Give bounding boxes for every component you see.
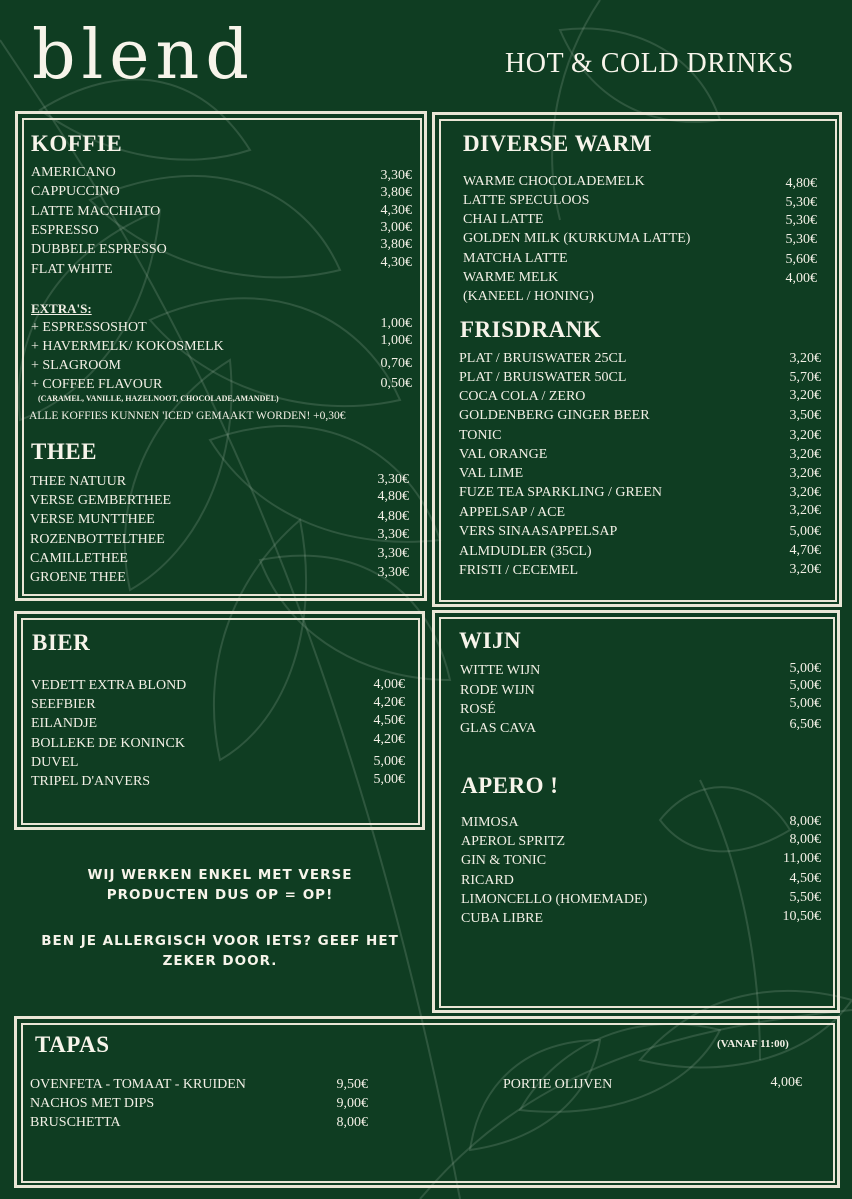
section-title-thee: THEE	[31, 439, 97, 464]
menu-item-name: DUBBELE ESPRESSO	[31, 242, 167, 257]
menu-item-price: 1,00€	[380, 333, 412, 348]
menu-item-name: ROSÉ	[460, 702, 496, 717]
menu-item-price: 10,50€	[782, 909, 821, 924]
menu-item-name: COCA COLA / ZERO	[459, 389, 586, 404]
section-title-koffie: KOFFIE	[31, 131, 123, 156]
menu-item-price: 4,20€	[373, 732, 405, 747]
menu-item-price: 5,00€	[789, 661, 821, 676]
menu-item-name: BRUSCHETTA	[30, 1115, 121, 1130]
menu-item-name: VERS SINAASAPPELSAP	[459, 524, 618, 539]
menu-item-name: VAL LIME	[459, 466, 524, 481]
menu-item-name: ROZENBOTTELTHEE	[30, 532, 165, 547]
menu-item-price: 4,30€	[380, 203, 412, 218]
menu-item-name: LIMONCELLO (HOMEMADE)	[461, 892, 648, 907]
menu-item-name: WITTE WIJN	[460, 663, 541, 678]
menu-item-name: WARME CHOCOLADEMELK	[463, 174, 645, 189]
menu-item-price: 4,80€	[377, 509, 409, 524]
menu-item-price: 3,30€	[377, 546, 409, 561]
menu-item-price: 5,30€	[785, 232, 817, 247]
menu-item-name: EILANDJE	[31, 716, 98, 731]
menu-item-name: GIN & TONIC	[461, 853, 547, 868]
section-title-apero: APERO !	[461, 773, 559, 798]
menu-item-price: 3,50€	[789, 408, 821, 423]
menu-item-name: WARME MELK	[463, 270, 559, 285]
menu-item-price: 6,50€	[789, 717, 821, 732]
menu-item-price: 3,30€	[377, 527, 409, 542]
menu-item-price: 5,70€	[789, 370, 821, 385]
menu-item-price: 3,80€	[380, 185, 412, 200]
menu-item-price: 9,50€	[336, 1077, 368, 1092]
menu-item-price: 0,70€	[380, 356, 412, 371]
menu-item-name: + ESPRESSOSHOT	[31, 320, 147, 335]
menu-item-price: 3,30€	[377, 472, 409, 487]
menu-item-price: 5,00€	[789, 524, 821, 539]
menu-item-note: (KANEEL / HONING)	[463, 289, 594, 304]
menu-item-name: THEE NATUUR	[30, 474, 127, 489]
menu-item-price: 3,20€	[789, 388, 821, 403]
menu-item-price: 3,00€	[380, 220, 412, 235]
menu-item-price: 4,20€	[373, 695, 405, 710]
menu-item-name: LATTE SPECULOOS	[463, 193, 590, 208]
menu-item-price: 5,50€	[789, 890, 821, 905]
menu-item-price: 3,30€	[380, 168, 412, 183]
menu-item-name: VEDETT EXTRA BLOND	[31, 678, 187, 693]
menu-item-price: 5,00€	[373, 754, 405, 769]
menu-item-price: 8,00€	[789, 832, 821, 847]
menu-item-name: FLAT WHITE	[31, 262, 113, 277]
menu-item-price: 5,60€	[785, 252, 817, 267]
menu-item-name: NACHOS MET DIPS	[30, 1096, 155, 1111]
menu-item-name: VAL ORANGE	[459, 447, 548, 462]
menu-item-name: CUBA LIBRE	[461, 911, 544, 926]
menu-item-name: ALMDUDLER (35CL)	[459, 544, 592, 559]
menu-item-price: 3,20€	[789, 351, 821, 366]
menu-item-price: 3,20€	[789, 447, 821, 462]
menu-item-name: TRIPEL D'ANVERS	[31, 774, 151, 789]
menu-item-price: 3,30€	[377, 565, 409, 580]
menu-item-price: 0,50€	[380, 376, 412, 391]
menu-item-price: 3,20€	[789, 503, 821, 518]
menu-item-price: 4,50€	[789, 871, 821, 886]
menu-item-price: 9,00€	[336, 1096, 368, 1111]
menu-item-name: LATTE MACCHIATO	[31, 204, 161, 219]
menu-item-name: APPELSAP / ACE	[459, 505, 566, 520]
flavour-options: (CARAMEL, VANILLE, HAZELNOOT, CHOCOLADE,AMANDEL)	[38, 394, 279, 403]
menu-item-name: BOLLEKE DE KONINCK	[31, 736, 185, 751]
menu-item-price: 4,80€	[785, 176, 817, 191]
menu-item-name: RICARD	[461, 873, 514, 888]
menu-item-name: DUVEL	[31, 755, 79, 770]
allergy-notice: BEN JE ALLERGISCH VOOR IETS? GEEF HET ZEKER DOOR.	[41, 933, 399, 969]
menu-item-price: 3,20€	[789, 466, 821, 481]
menu-item-name: + HAVERMELK/ KOKOSMELK	[31, 339, 224, 354]
menu-item-name: CHAI LATTE	[463, 212, 544, 227]
menu-item-name: OVENFETA - TOMAAT - KRUIDEN	[30, 1077, 246, 1092]
menu-item-price: 4,00€	[770, 1075, 802, 1090]
iced-note: ALLE KOFFIES KUNNEN 'ICED' GEMAAKT WORDEN! +0,30€	[29, 410, 346, 422]
menu-item-price: 3,20€	[789, 562, 821, 577]
menu-item-name: AMERICANO	[31, 165, 116, 180]
menu-item-price: 5,00€	[789, 696, 821, 711]
menu-item-name: FUZE TEA SPARKLING / GREEN	[459, 485, 663, 500]
menu-item-name: MIMOSA	[461, 815, 519, 830]
menu-item-name: ESPRESSO	[31, 223, 99, 238]
menu-item-name: CAPPUCCINO	[31, 184, 120, 199]
menu-item-price: 4,30€	[380, 255, 412, 270]
menu-item-name: RODE WIJN	[460, 683, 535, 698]
menu-item-name: GOLDENBERG GINGER BEER	[459, 408, 650, 423]
menu-item-name: CAMILLETHEE	[30, 551, 128, 566]
menu-item-name: APEROL SPRITZ	[461, 834, 566, 849]
menu-item-price: 4,70€	[789, 543, 821, 558]
menu-item-name: PORTIE OLIJVEN	[503, 1077, 613, 1092]
section-title-bier: BIER	[32, 630, 91, 655]
menu-item-name: PLAT / BRUISWATER 50CL	[459, 370, 627, 385]
menu-item-name: PLAT / BRUISWATER 25CL	[459, 351, 627, 366]
menu-item-name: + SLAGROOM	[31, 358, 121, 373]
menu-item-price: 4,80€	[377, 489, 409, 504]
extras-heading: EXTRA'S:	[31, 301, 92, 316]
menu-item-price: 3,80€	[380, 237, 412, 252]
fresh-products-notice: WIJ WERKEN ENKEL MET VERSE PRODUCTEN DUS OP = OP!	[87, 867, 353, 903]
menu-item-name: GLAS CAVA	[460, 721, 537, 736]
menu-item-price: 3,20€	[789, 485, 821, 500]
menu-item-name: VERSE MUNTTHEE	[30, 512, 155, 527]
menu-item-price: 3,20€	[789, 428, 821, 443]
menu-item-price: 5,00€	[789, 678, 821, 693]
menu-item-price: 1,00€	[380, 316, 412, 331]
brand-logo: blend	[32, 16, 255, 95]
menu-item-price: 5,00€	[373, 772, 405, 787]
page-tagline: HOT & COLD DRINKS	[505, 48, 794, 79]
menu-item-price: 4,00€	[785, 271, 817, 286]
menu-item-price: 11,00€	[783, 851, 821, 866]
section-title-wijn: WIJN	[459, 628, 522, 653]
menu-item-price: 8,00€	[789, 814, 821, 829]
menu-item-price: 8,00€	[336, 1115, 368, 1130]
menu-item-name: GOLDEN MILK (KURKUMA LATTE)	[463, 231, 691, 246]
menu-item-price: 4,50€	[373, 713, 405, 728]
menu-item-price: 5,30€	[785, 195, 817, 210]
menu-item-name: SEEFBIER	[31, 697, 96, 712]
tapas-time-note: (VANAF 11:00)	[717, 1038, 789, 1050]
menu-item-name: GROENE THEE	[30, 570, 126, 585]
menu-item-name: FRISTI / CECEMEL	[459, 563, 579, 578]
menu-item-name: + COFFEE FLAVOUR	[31, 377, 163, 392]
menu-item-name: TONIC	[459, 428, 502, 443]
menu-item-name: VERSE GEMBERTHEE	[30, 493, 172, 508]
menu-item-price: 4,00€	[373, 677, 405, 692]
menu-item-price: 5,30€	[785, 213, 817, 228]
section-title-tapas: TAPAS	[35, 1032, 110, 1057]
section-title-frisdrank: FRISDRANK	[460, 317, 602, 342]
menu-item-name: MATCHA LATTE	[463, 251, 568, 266]
section-title-diverse-warm: DIVERSE WARM	[463, 131, 652, 156]
